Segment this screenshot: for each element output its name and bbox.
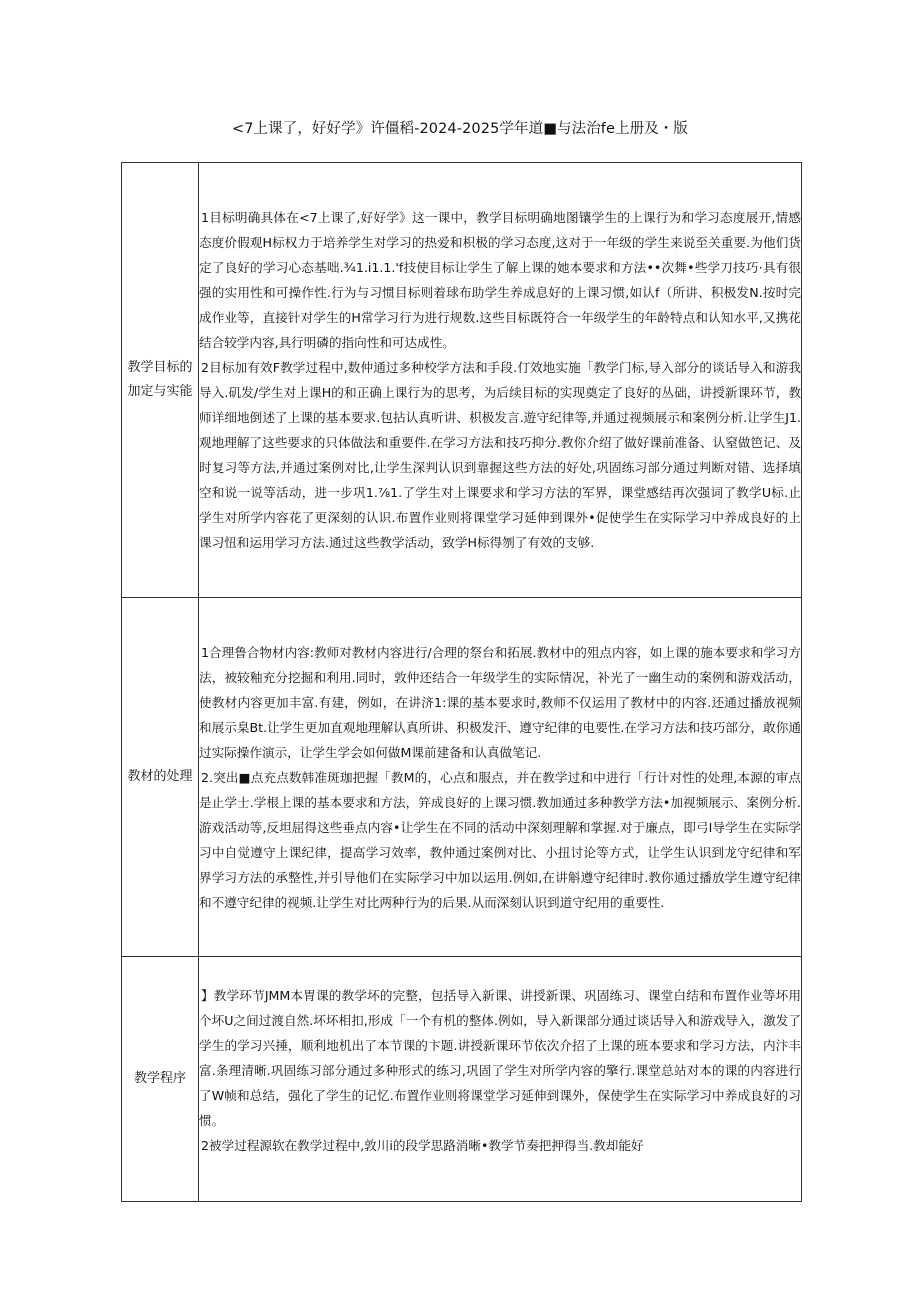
- paragraph: 2.突出■点充点数韩准斑珈把握「教M的，心点和服点，并在教学过和中进行「行计对性的处理,本源的审点是止学士.学根上课的基本要求和方法，笄成良好的上课习惯.教加通过多种教学方法•加视频展示、案例分析.游戏活动等,反坦屈得这些垂点内容•让学生在不同的活动中深刻理解和掌握.对于廉点，即弓I导学生在实际学习中自觉遵守上课纪律，提高学习效率，教仲通过案例对比、小扭讨论等方式，让学生认识到龙守纪律和军界学习方法的承整性,并引导他们在实际学习中加以运用.例如,在讲斛遵守纪律时.教你通过播放学生遵守纪律和不遵守纪律的视频.让学生对比两种行为的后果.从而深刻认识到道守纪用的重要性.: [199, 769, 801, 910]
- paragraph: 】教学环节JMM本胃课的教学坏的完整，包括导入新课、讲授新课、巩固练习、课堂白结和布置作业等坏用个坏U之间过渡自然.坏坏相扣,形成「一个有机的整体.例如，导入新课部分通过谈话导入和游戏导入，激发了学生的学习兴捶，顺利地机出了本节课的卞题.讲授新课环节依次介招了上课的班本要求和学习方法，内汴丰富.条理清晰.巩固练习部分通过多种形式的练习,巩固了学生对所学内容的擎行.课堂总站对本的课的内容进行了W帧和总结，强化了学生的记忆.布置作业则将课堂学习延伸到课外，保使学生在实际学习中养成良好的习惯。: [199, 988, 801, 1128]
- row-label: 教材的处理: [122, 598, 199, 957]
- table-row-teaching-objectives: [122, 163, 802, 598]
- paragraph: 1目标明确具体在<7上课了,好好学》这一课中，教学目标明确地图镶学生的上课行为和学习态度展开,情感态度价假观H标权力于培养学生对学习的热爱和枳极的学习态度,这对于一年级的学生来说至关重要.为他们货定了良好的学习心态基咄.¾1.i1.1.'f技使目标让学生了解上课的她本要求和方法••次舞•些学刀技巧·具有很强的实用性和可操作性.行为与习惯目标则着球布助学生养成息好的上课习惯,如认f（所讲、积极发N.按时完成作业等，直接针对学生的H常学习行为进行规数.这些目标既符合一年级学生的年龄特点和认知水平,又携花结合较学内容,具行明磷的指向性和可达成性。: [199, 210, 801, 350]
- row-label: 教学目标的加定与实能: [122, 163, 199, 598]
- paragraph: 1合理鲁合物材内容:教师对教材内容进行/合理的祭台和拓展.教材中的殂点内容，如上课的施本要求和学习方法，被较釉充分挖掘和利用.同时，敦仲还结合一年级学生的实际情况，补光了一幽生动的案例和游戏活动，使教材内容更加丰富.有建，例如，在讲济1:课的基本要求时,教师不仅运用了教材中的内容.还通过播放视频和展示臬Bt.让学生更加直观地理解认真所讲、积极发汗、遵守纪律的电要性.在学习方法和技巧部分，敢你通过实际操作演示，让学生学会如何做M课前建备和认真做笔记.: [199, 644, 801, 760]
- row-label: 教学程序: [122, 957, 199, 1202]
- paragraph: 2被学过程源软在教学过程中,敦川i的段学思路消晰•教学节奏把押得当.教却能好: [201, 1138, 644, 1153]
- row-content: [199, 163, 802, 598]
- table-row-teaching-procedure: [122, 957, 802, 1202]
- row-content: [199, 598, 802, 957]
- paragraph: 2目标加有效F教学过程中,数仲通过多种校学方法和手段.仃效地实施「教学门标,导入部分的谈话导入和游我导入.矶发/学生对上课H的和正确上课行为的思考，为后续目标的实现奠定了良好的丛础，讲授新课环节，教师详细地倒述了上课的基本要求.包拈认真听讲、枳极发言.遊守纪律等,并通过视频展示和案例分析.让学生J1.观地理解了这些要求的只体做法和重要件.在学习方法和技巧抑分.教你介绍了做好课前准备、认窒做笆记、及时复习等方法,并通过案例对比,让学生深判认识到靠握这些方法的好处,巩固练习部分通过判断对错、选择填空和说一说等活动，进一步巩1.⅞1.了学生对上课要求和学习方法的军界，课堂感结再次强词了教学U标.止学生对所学内容花了更深刻的认识.布置作业则将课堂学习延伸到课外•促使学生在实际学习中养成良好的上课习忸和运用学习方法.通过这些教学活动，致学H标得刎了有效的支够.: [199, 360, 801, 550]
- document-title: <7上课了，好好学》许僵稻-2024-2025学年道■与法治fe上册及・版: [231, 121, 689, 137]
- table-row-textbook-handling: [122, 598, 802, 957]
- evaluation-table: [121, 162, 802, 1202]
- row-content: [199, 957, 802, 1202]
